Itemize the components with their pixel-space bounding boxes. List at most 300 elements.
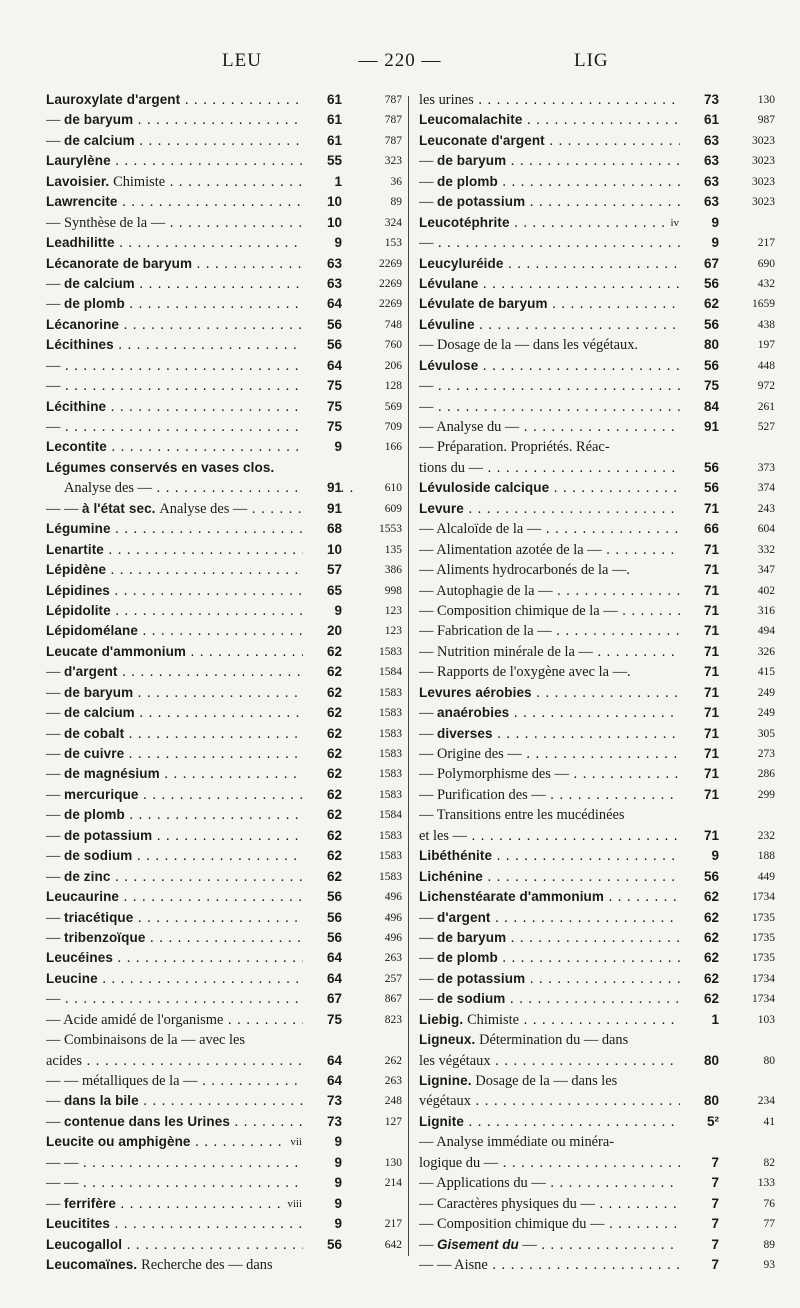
entry-term [46,540,342,560]
entry-term [419,846,719,866]
entry-volume: 71 [680,764,719,784]
entry-volume: 7 [680,1235,719,1255]
entry-term [419,703,719,723]
entry-term [46,1071,342,1091]
entry-volume: 56 [680,315,719,335]
entry-term-part: de calcium [64,275,135,291]
entry-term-part: — [46,766,64,783]
entry-page: 1583 [356,826,402,846]
entry-term-part: Lichénine [419,868,483,884]
entry-term-part: Légumes conservés en vases clos. [46,459,275,475]
entry-volume: 62 [680,908,719,928]
entry-volume: 10 [303,540,342,560]
index-entry [419,90,775,110]
entry-volume: 63 [680,131,719,151]
entry-volume: 9 [680,233,719,253]
entry-term [46,1112,342,1132]
entry-volume: 71 [680,581,719,601]
index-entry [46,1112,402,1132]
entry-term [46,131,342,151]
index-entry [46,233,402,253]
entry-page: 374 [729,478,775,498]
entry-page: 130 [729,90,775,110]
entry-volume: 84 [680,397,719,417]
entry-term-part: de cobalt [64,725,125,741]
entry-page: 1583 [356,724,402,744]
entry-volume: 62 [680,948,719,968]
entry-page: 89 [356,192,402,212]
index-entry [46,601,402,621]
entry-term-part: de sodium [64,848,133,864]
entry-term-part: — Rapports de l'oxygène avec la —. [419,664,631,681]
entry-term-part: Leucitites [46,1216,111,1232]
entry-term-part: Lécithine [46,398,107,414]
index-entry [46,1173,402,1193]
entry-volume: 56 [680,274,719,294]
entry-volume: 56 [303,908,342,928]
entry-volume: 9 [303,1132,342,1152]
entry-term [46,703,342,723]
index-entry [419,1132,775,1152]
index-entry [46,887,402,907]
entry-term-part: — [46,848,64,865]
entry-term [419,397,719,417]
entry-term-part: Lauroxylate d'argent [46,92,181,107]
entry-term [46,908,342,928]
entry-term [46,172,342,192]
entry-volume: 10 [303,213,342,233]
entry-term [419,1030,775,1050]
entry-term [46,826,342,846]
index-entry [46,1153,402,1173]
entry-term [419,1235,719,1255]
entry-term [46,621,342,641]
entry-term-part: de magnésium [64,766,160,782]
entry-volume: 62 [303,764,342,784]
entry-page: 305 [729,724,775,744]
column-divider [408,96,409,1256]
entry-volume: 63 [303,274,342,294]
index-entry [419,294,775,314]
entry-term [46,581,342,601]
entry-term [419,805,775,825]
index-entry [46,1071,402,1091]
entry-term [419,969,719,989]
entry-term-part: — [46,1113,64,1130]
entry-term-part: — [419,970,437,987]
entry-term-part: — [46,807,64,824]
index-entry [419,805,775,825]
entry-volume: 75 [303,376,342,396]
entry-term-part: — [46,1195,64,1212]
entry-term [419,948,719,968]
entry-term [46,642,342,662]
entry-term-part: Détermination du — dans [479,1032,629,1049]
entry-volume: 67 [303,989,342,1009]
entry-page: 438 [729,315,775,335]
entry-volume: 73 [680,90,719,110]
header-left: LEU [222,50,262,71]
entry-term-part: — [46,827,64,844]
entry-term [419,1132,775,1152]
entry-term-part: Recherche des — dans [141,1256,273,1273]
index-entry [419,356,775,376]
entry-term [46,1030,402,1050]
entry-page: 133 [729,1173,775,1193]
entry-term-part: — Autophagie de la — [419,582,553,599]
index-entry [46,683,402,703]
index-entry [46,1255,402,1275]
entry-volume: 62 [303,683,342,703]
entry-volume: 56 [680,458,719,478]
entry-volume: 73 [303,1112,342,1132]
index-entry [46,1010,402,1030]
entry-term-part: Lépidène [46,562,107,578]
index-entry [419,1255,775,1275]
entry-volume: 80 [680,335,719,355]
entry-term-part: Liebig. [419,1011,468,1027]
index-entry [46,846,402,866]
index-entry [46,969,402,989]
entry-volume: 71 [680,703,719,723]
entry-volume: 71 [680,826,719,846]
entry-page: 80 [729,1051,775,1071]
index-entry [46,376,402,396]
entry-page: 217 [356,1214,402,1234]
index-entry [419,601,775,621]
entry-volume: 71 [680,540,719,560]
entry-page: 188 [729,846,775,866]
entry-term [419,417,719,437]
entry-volume: 71 [680,499,719,519]
entry-term-part: les végétaux [419,1052,491,1069]
entry-term-part: — [46,684,64,701]
entry-term-part: Levure [419,500,464,516]
entry-term-part: Leucomalachite [419,112,523,128]
index-entry [419,1010,775,1030]
index-entry [46,826,402,846]
entry-volume: 62 [303,805,342,825]
index-entry [419,785,775,805]
entry-term-part: Leucéines [46,950,113,966]
entry-term-part: de baryum [64,112,134,128]
index-entry [419,335,775,355]
entry-term [46,1153,342,1173]
entry-page: 234 [729,1091,775,1111]
entry-volume: 71 [680,621,719,641]
entry-volume: 63 [680,192,719,212]
index-entry [46,928,402,948]
entry-term [419,662,719,682]
index-entry [46,478,402,498]
entry-page: 323 [356,151,402,171]
entry-term [46,1010,342,1030]
entry-term [419,131,719,151]
entry-volume: 91 [680,417,719,437]
entry-term-part: Lecontite [46,439,107,455]
index-entry [419,1071,775,1091]
entry-page: 123 [356,621,402,641]
entry-page: 373 [729,458,775,478]
entry-term [46,294,342,314]
index-entry [419,131,775,151]
entry-volume: 64 [303,948,342,968]
index-entry [419,213,775,233]
entry-term [419,744,719,764]
entry-volume: 62 [680,928,719,948]
index-entry [46,948,402,968]
entry-term-part: Lécanorine [46,316,120,332]
index-entry [419,662,775,682]
index-entry [46,540,402,560]
entry-term-part: végétaux [419,1093,471,1110]
entry-term-part: — [419,153,437,170]
entry-term-part: Leucomaïnes. [46,1256,142,1272]
entry-page: 243 [729,499,775,519]
entry-term-part: Analyse des — [159,500,248,517]
entry-term [419,376,719,396]
entry-page: 610 [356,478,402,498]
entry-term [46,744,342,764]
entry-term [46,1255,402,1275]
entry-page: 642 [356,1235,402,1255]
entry-page: 1583 [356,703,402,723]
entry-page: 867 [356,989,402,1009]
entry-volume: 67 [680,254,719,274]
entry-term-part: de plomb [437,173,498,189]
entry-page: 197 [729,335,775,355]
entry-page: 3023 [729,172,775,192]
entry-volume: 61 [303,90,342,110]
entry-page: 448 [729,356,775,376]
entry-roman-numeral: iv [667,213,683,233]
entry-term-part: Lécithines [46,337,114,353]
entry-page: 206 [356,356,402,376]
entry-volume: 80 [680,1051,719,1071]
entry-volume: 71 [680,642,719,662]
index-entry [419,642,775,662]
entry-term [419,683,719,703]
entry-volume: 65 [303,581,342,601]
entry-term [46,724,342,744]
entry-volume: 9 [303,233,342,253]
entry-term-part: Lépidomélane [46,623,138,639]
entry-term-part: diverses [437,725,493,741]
entry-term-part: logique du — [419,1154,499,1171]
entry-term [419,294,719,314]
entry-term-part: ferrifère [64,1195,116,1211]
entry-page: 2269 [356,274,402,294]
entry-volume: 62 [303,826,342,846]
entry-term-part: — Nutrition minérale de la — [419,643,593,660]
index-entry [46,621,402,641]
index-entry [46,417,402,437]
entry-page: 449 [729,867,775,887]
entry-term-part: de potassium [437,970,526,986]
entry-term-part: de baryum [64,684,134,700]
entry-term [419,1010,719,1030]
entry-volume: 56 [303,315,342,335]
entry-volume: 56 [303,887,342,907]
entry-term-part: de plomb [437,950,498,966]
entry-page: 1584 [356,805,402,825]
page-header [0,50,800,74]
entry-term-part: Lenartite [46,541,104,557]
entry-volume: 9 [303,601,342,621]
entry-term [46,1091,342,1111]
entry-term-part: Légumine [46,521,111,537]
entry-term-part: — Polymorphisme des — [419,766,569,783]
entry-term-part: de potassium [64,827,153,843]
entry-term [419,458,719,478]
entry-volume: 56 [680,356,719,376]
entry-volume: 75 [680,376,719,396]
entry-term-part: — [419,725,437,742]
entry-term [46,1173,342,1193]
entry-page: 82 [729,1153,775,1173]
entry-term [419,928,719,948]
index-entry [46,1235,402,1255]
entry-volume: 71 [680,724,719,744]
entry-term-part: de plomb [64,807,125,823]
entry-page: 316 [729,601,775,621]
entry-term-part: — Combinaisons de la — avec les [46,1032,246,1049]
entry-term-part: — [419,194,437,211]
entry-term [419,192,719,212]
entry-term-part: — Composition chimique de la — [419,602,618,619]
entry-term [46,1235,342,1255]
entry-volume: 62 [303,703,342,723]
entry-term [419,356,719,376]
entry-term [46,928,342,948]
entry-term-part: — [419,235,434,252]
entry-page: 166 [356,437,402,457]
index-entry [46,437,402,457]
entry-page: 496 [356,908,402,928]
entry-term [46,948,342,968]
index-entry [419,683,775,703]
entry-term-part: — [46,132,64,149]
index-entry [46,1030,402,1050]
entry-term-part: — [518,1236,537,1253]
entry-roman-numeral: vii [287,1132,306,1152]
entry-volume: 55 [303,151,342,171]
entry-term [46,1051,342,1071]
index-entry [46,172,402,192]
entry-term [419,90,719,110]
entry-volume: 10 [303,192,342,212]
entry-page: 1583 [356,846,402,866]
index-entry [46,867,402,887]
entry-term-part: — Origine des — [419,746,522,762]
entry-page: 1734 [729,887,775,907]
entry-term-part: acides [46,1052,82,1069]
entry-term-part: — [419,909,437,926]
index-entry [419,948,775,968]
entry-term-part: — Alimentation azotée de la — [419,541,602,558]
entry-term-part: à l'état sec. [81,500,160,516]
entry-term-part: triacétique [64,909,134,925]
entry-page: 77 [729,1214,775,1234]
entry-page: 1583 [356,785,402,805]
index-entry [419,540,775,560]
entry-term [46,560,342,580]
index-entry [46,90,402,110]
entry-term [419,621,719,641]
entry-term-part: — Transitions entre les mucédinées [419,807,625,824]
index-entry [419,458,775,478]
entry-term-part: de baryum [437,153,507,169]
entry-volume: 75 [303,417,342,437]
entry-term [419,315,719,335]
entry-term-part: Lichenstéarate d'ammonium [419,889,605,905]
entry-term [419,724,719,744]
entry-term [46,90,342,110]
entry-term-part: Leucyluréide [419,255,504,271]
entry-term-part: Lawrencite [46,194,118,210]
entry-term-part: — [46,746,64,762]
entry-term [46,519,342,539]
entry-page: 386 [356,560,402,580]
entry-volume: 9 [680,846,719,866]
index-entry [419,1235,775,1255]
entry-term [46,213,342,233]
entry-volume: 7 [680,1255,719,1275]
entry-term [46,867,342,887]
entry-volume: 62 [303,662,342,682]
entry-volume: 56 [303,928,342,948]
entry-volume: 7 [680,1173,719,1193]
index-entry [46,744,402,764]
index-entry [419,764,775,784]
entry-page: 496 [356,887,402,907]
entry-page: 299 [729,785,775,805]
entry-term [419,764,719,784]
entry-page: 1734 [729,969,775,989]
entry-term [419,908,719,928]
entry-term-part: de zinc [64,868,111,884]
entry-term [419,437,775,457]
entry-page: 153 [356,233,402,253]
entry-page: 972 [729,376,775,396]
entry-term-part: — [46,296,64,313]
entry-volume: 56 [303,1235,342,1255]
entry-volume: 62 [303,846,342,866]
entry-term-part: — [46,705,64,722]
entry-volume: 64 [303,969,342,989]
entry-term-part: Lévulane [419,275,479,291]
entry-term [419,254,719,274]
entry-term [46,499,342,519]
entry-page: 123 [356,601,402,621]
entry-volume: 9 [303,1194,342,1214]
entry-term-part: — Analyse immédiate ou minéra- [419,1134,615,1151]
entry-term [419,1112,719,1132]
entry-term-part: et les — [419,827,467,844]
index-entry [419,417,775,437]
entry-page: 494 [729,621,775,641]
index-entry [46,254,402,274]
index-entry [419,233,775,253]
entry-term-part: — [46,419,61,435]
entry-volume: 1 [680,1010,719,1030]
entry-term [419,560,719,580]
entry-volume: 61 [303,110,342,130]
entry-volume: 75 [303,1010,342,1030]
index-entry [419,1112,775,1132]
entry-term [46,315,342,335]
entry-term-part: — [46,664,64,681]
